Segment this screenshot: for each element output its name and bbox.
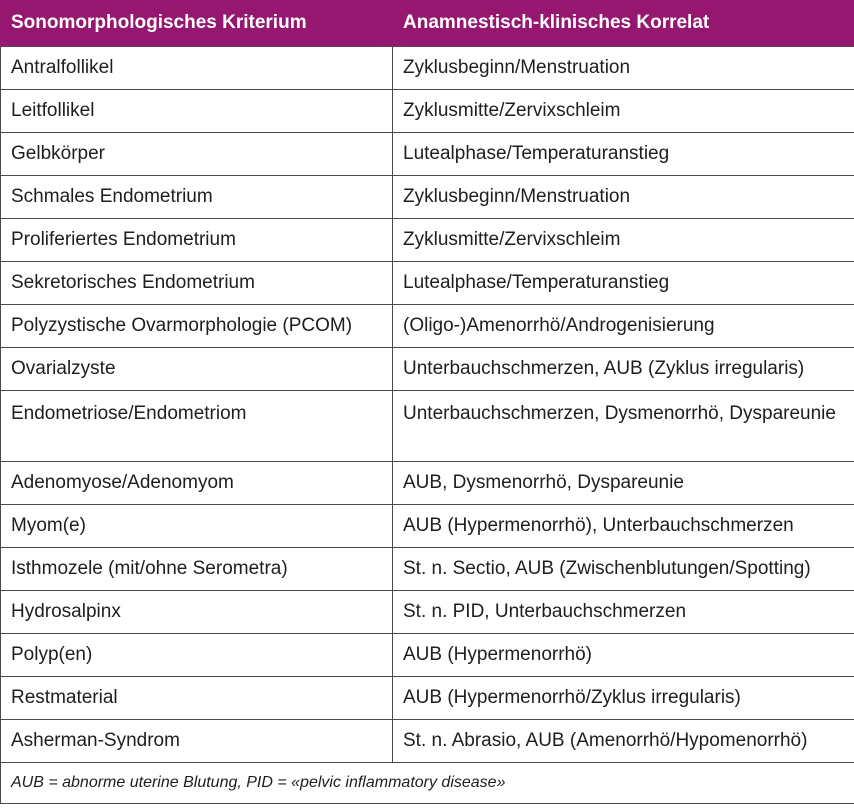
cell-criterion: Polyzystische Ovarmorphologie (PCOM)	[1, 305, 393, 348]
table-row	[1, 47, 854, 90]
table-row	[1, 348, 854, 391]
table-row	[1, 634, 854, 677]
cell-criterion: Isthmozele (mit/ohne Serometra)	[1, 548, 393, 591]
cell-criterion: Sekretorisches Endometrium	[1, 262, 393, 305]
cell-correlate: Unterbauchschmerzen, Dysmenorrhö, Dyspareunie	[393, 391, 854, 462]
table-row	[1, 90, 854, 133]
table-row	[1, 391, 854, 462]
cell-correlate: St. n. Sectio, AUB (Zwischenblutungen/Spotting)	[393, 548, 854, 591]
cell-criterion: Adenomyose/Adenomyom	[1, 462, 393, 505]
header-criterion: Sonomorphologisches Kriterium	[1, 0, 393, 47]
cell-correlate: St. n. PID, Unterbauchschmerzen	[393, 591, 854, 634]
cell-criterion: Leitfollikel	[1, 90, 393, 133]
cell-correlate: Unterbauchschmerzen, AUB (Zyklus irregularis)	[393, 348, 854, 391]
table-row	[1, 176, 854, 219]
cell-criterion: Hydrosalpinx	[1, 591, 393, 634]
table-row	[1, 548, 854, 591]
cell-criterion: Endometriose/Endometriom	[1, 391, 393, 462]
table-row	[1, 219, 854, 262]
cell-criterion: Schmales Endometrium	[1, 176, 393, 219]
cell-criterion: Ovarialzyste	[1, 348, 393, 391]
table-row	[1, 133, 854, 176]
cell-correlate: Lutealphase/Temperaturanstieg	[393, 262, 854, 305]
cell-criterion: Myom(e)	[1, 505, 393, 548]
cell-correlate: Zyklusmitte/Zervixschleim	[393, 90, 854, 133]
cell-correlate: Lutealphase/Temperaturanstieg	[393, 133, 854, 176]
table-header-row	[1, 0, 854, 47]
header-correlate: Anamnestisch-klinisches Korrelat	[393, 0, 854, 47]
table-row	[1, 305, 854, 348]
table-row	[1, 262, 854, 305]
cell-correlate: Zyklusbeginn/Menstruation	[393, 176, 854, 219]
footnote-row	[1, 763, 854, 804]
footnote: AUB = abnorme uterine Blutung, PID = «pelvic inflammatory disease»	[1, 763, 854, 804]
cell-correlate: AUB (Hypermenorrhö), Unterbauchschmerzen	[393, 505, 854, 548]
cell-correlate: (Oligo-)Amenorrhö/Androgenisierung	[393, 305, 854, 348]
cell-correlate: Zyklusbeginn/Menstruation	[393, 47, 854, 90]
table-row	[1, 591, 854, 634]
table-row	[1, 462, 854, 505]
cell-correlate: St. n. Abrasio, AUB (Amenorrhö/Hypomenorrhö)	[393, 720, 854, 763]
cell-criterion: Proliferiertes Endometrium	[1, 219, 393, 262]
table-row	[1, 505, 854, 548]
cell-correlate: AUB (Hypermenorrhö/Zyklus irregularis)	[393, 677, 854, 720]
cell-criterion: Polyp(en)	[1, 634, 393, 677]
cell-criterion: Antralfollikel	[1, 47, 393, 90]
cell-correlate: Zyklusmitte/Zervixschleim	[393, 219, 854, 262]
cell-correlate: AUB (Hypermenorrhö)	[393, 634, 854, 677]
cell-criterion: Restmaterial	[1, 677, 393, 720]
cell-criterion: Gelbkörper	[1, 133, 393, 176]
table-row	[1, 677, 854, 720]
cell-correlate: AUB, Dysmenorrhö, Dyspareunie	[393, 462, 854, 505]
cell-criterion: Asherman-Syndrom	[1, 720, 393, 763]
table-row	[1, 720, 854, 763]
